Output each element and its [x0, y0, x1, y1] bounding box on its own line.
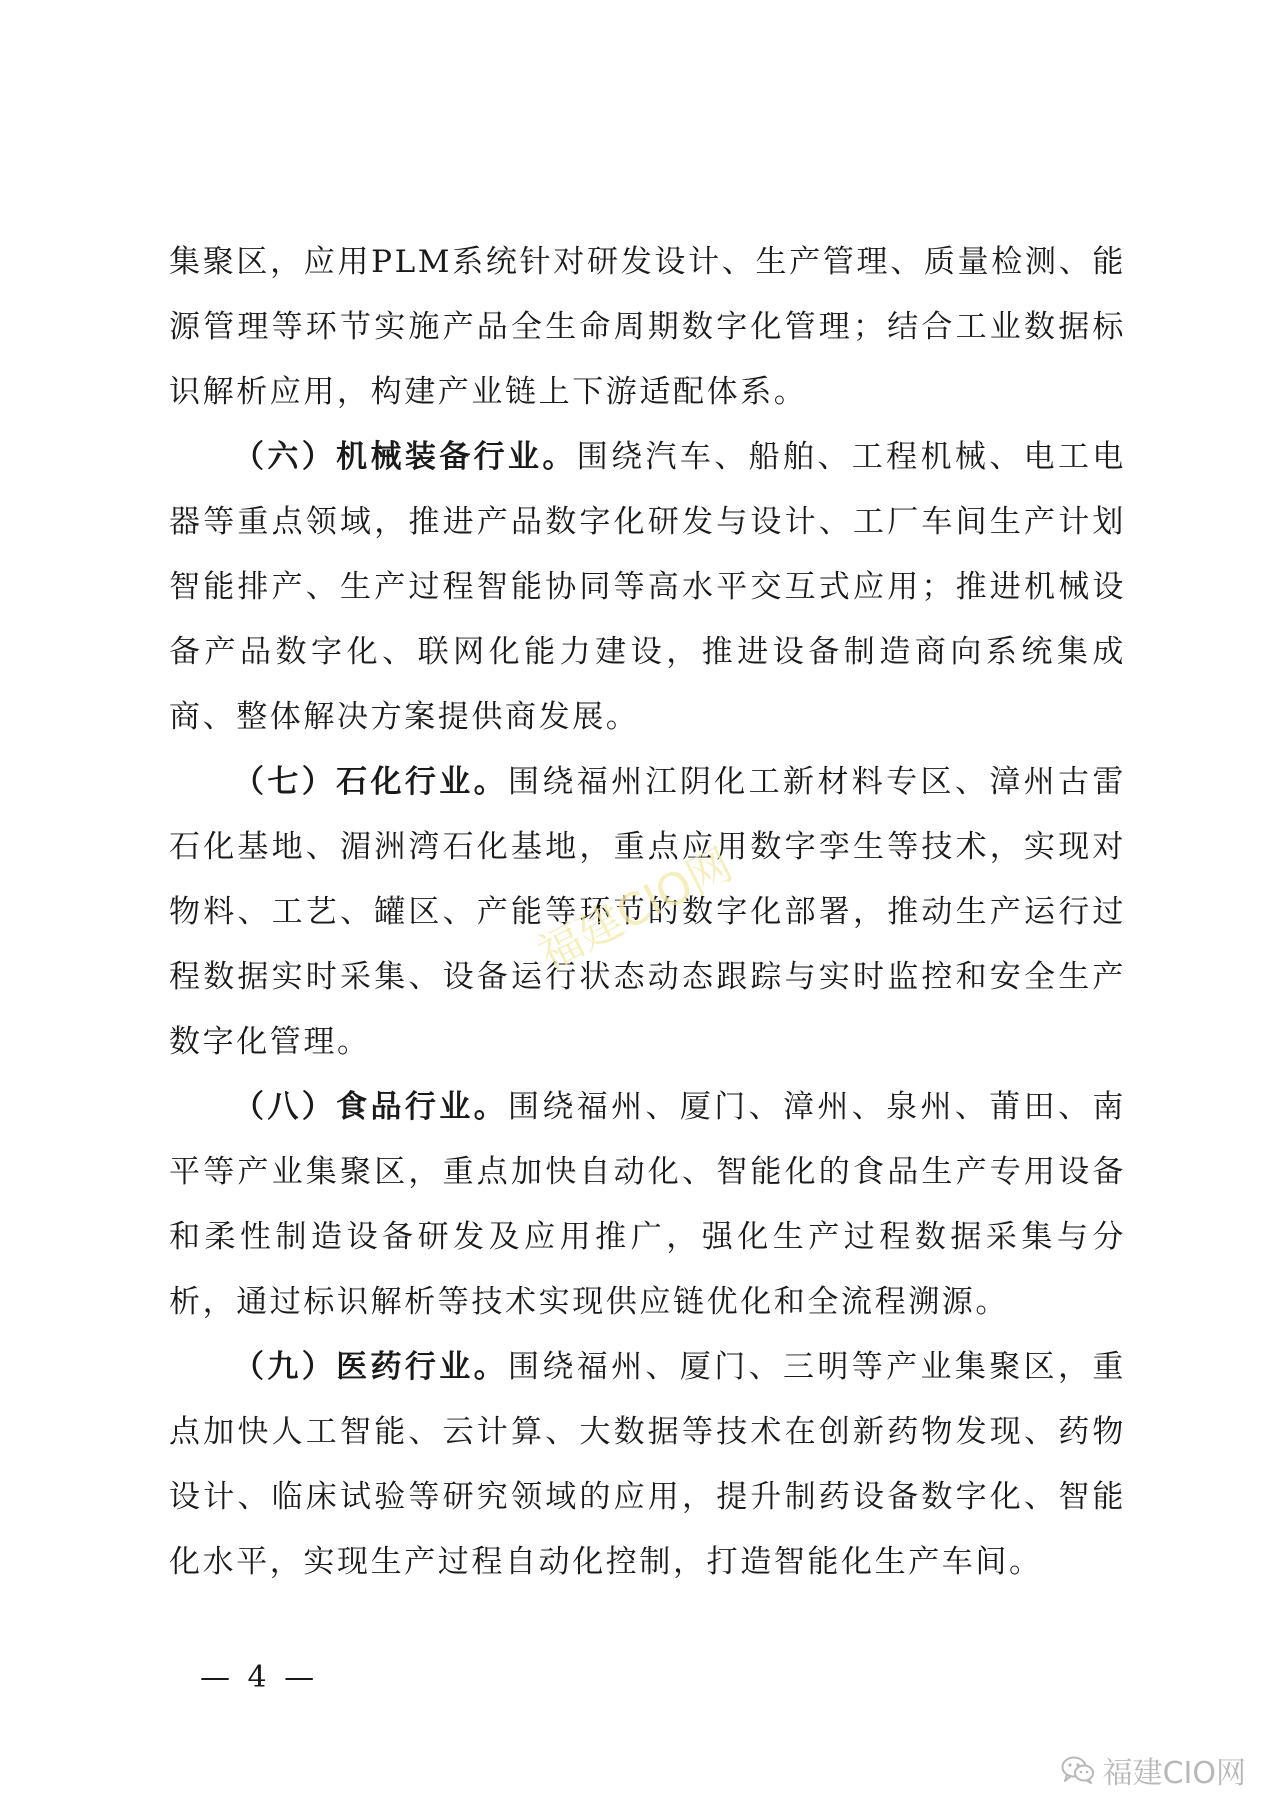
paragraph-food: [169, 1075, 1126, 1335]
brand-watermark: [1061, 1748, 1246, 1792]
page-number: — 4 —: [200, 1660, 319, 1695]
paragraph-text: 围绕福州、厦门、漳州、泉州、莆田、南平等产业集聚区，重点加快自动化、智能化的食品生产专用设备和柔性制造设备研发及应用推广，强化生产过程数据采集与分析，通过标识解析等技术实现供应链优化和全流程溯源。: [169, 1089, 1126, 1320]
paragraph-pharma: [169, 1335, 1126, 1595]
paragraph-text: 围绕福州、厦门、三明等产业集聚区，重点加快人工智能、云计算、大数据等技术在创新药物发现、药物设计、临床试验等研究领域的应用，提升制药设备数字化、智能化水平，实现生产过程自动化控制，打造智能化生产车间。: [169, 1349, 1126, 1580]
paragraph-continuation: [169, 230, 1126, 425]
paragraph-text: 围绕福州江阴化工新材料专区、漳州古雷石化基地、湄洲湾石化基地，重点应用数字孪生等技术，实现对物料、工艺、罐区、产能等环节的数字化部署，推动生产运行过程数据实时采集、设备运行状态动态跟踪与实时监控和安全生产数字化管理。: [169, 764, 1126, 1060]
paragraph-text: 集聚区，应用PLM系统针对研发设计、生产管理、质量检测、能源管理等环节实施产品全生命周期数字化管理；结合工业数据标识解析应用，构建产业链上下游适配体系。: [169, 244, 1126, 410]
section-heading-8: （八）食品行业。: [233, 1089, 508, 1125]
paragraph-text: 围绕汽车、船舶、工程机械、电工电器等重点领域，推进产品数字化研发与设计、工厂车间生产计划智能排产、生产过程智能协同等高水平交互式应用；推进机械设备产品数字化、联网化能力建设，推进设备制造商向系统集成商、整体解决方案提供商发展。: [169, 439, 1126, 735]
section-heading-7: （七）石化行业。: [233, 764, 508, 800]
section-heading-9: （九）医药行业。: [233, 1349, 508, 1385]
paragraph-machinery: [169, 425, 1126, 750]
brand-label: 福建CIO网: [1102, 1756, 1246, 1791]
section-heading-6: （六）机械装备行业。: [233, 439, 577, 475]
wechat-icon: [1061, 1755, 1095, 1785]
watermark: 福建CIO网: [529, 839, 741, 981]
